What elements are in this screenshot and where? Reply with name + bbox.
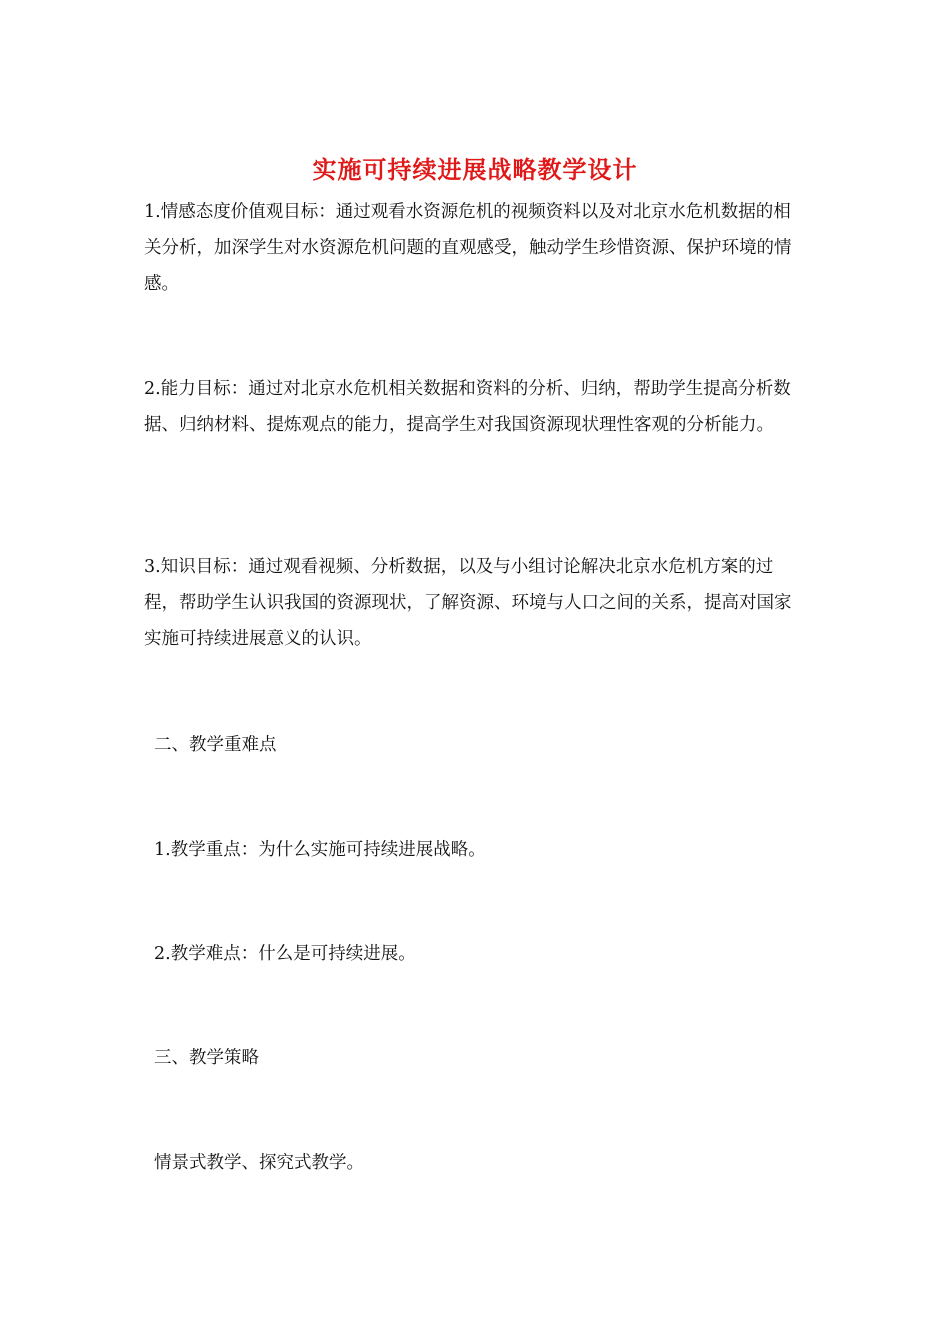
key-point-line: 1.教学重点：为什么实施可持续进展战略。 <box>154 840 486 860</box>
paragraph-knowledge-goal: 3.知识目标：通过观看视频、分析数据，以及与小组讨论解决北京水危机方案的过程，帮助学生认识我国的资源现状，了解资源、环境与人口之间的关系，提高对国家实施可持续进展意义的认识。 <box>144 557 792 649</box>
strategy-line: 情景式教学、探究式教学。 <box>154 1153 364 1173</box>
paragraph-emotion-goal: 1.情感态度价值观目标：通过观看水资源危机的视频资料以及对北京水危机数据的相关分析，加深学生对水资源危机问题的直观感受，触动学生珍惜资源、保护环境的情感。 <box>144 202 792 294</box>
document-title: 实施可持续进展战略教学设计 <box>312 156 638 184</box>
difficult-point-line: 2.教学难点：什么是可持续进展。 <box>154 944 416 964</box>
section-heading-key-difficult: 二、教学重难点 <box>154 735 277 755</box>
paragraph-ability-goal: 2.能力目标：通过对北京水危机相关数据和资料的分析、归纳，帮助学生提高分析数据、归纳材料、提炼观点的能力，提高学生对我国资源现状理性客观的分析能力。 <box>144 379 791 435</box>
section-heading-strategy: 三、教学策略 <box>154 1048 259 1068</box>
